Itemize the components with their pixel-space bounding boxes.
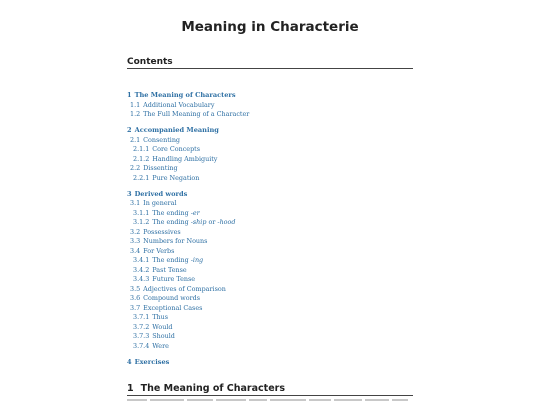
toc-link[interactable] — [127, 358, 169, 366]
toc-number: 3.7.4 — [133, 341, 150, 350]
toc-number: 4 — [127, 357, 132, 366]
toc-label: Possessives — [143, 227, 181, 236]
toc-number: 3.1.1 — [133, 208, 150, 217]
toc-link[interactable] — [130, 237, 207, 245]
toc-entry — [127, 136, 417, 146]
toc-entry — [127, 126, 417, 136]
toc-link[interactable] — [130, 199, 177, 207]
toc-entry — [127, 294, 417, 304]
toc-link[interactable] — [130, 294, 200, 302]
toc-entry — [127, 155, 417, 165]
toc-label-part: The ending — [152, 218, 191, 226]
toc-number: 3.7.2 — [133, 322, 150, 331]
toc-entry — [127, 209, 417, 219]
toc-link[interactable] — [133, 332, 175, 340]
toc-link[interactable] — [133, 313, 168, 321]
toc-entry — [127, 332, 417, 342]
toc-entry — [127, 266, 417, 276]
chapter-title: The Meaning of Characters — [140, 383, 285, 394]
toc-number: 3.2 — [130, 227, 141, 236]
toc-entry — [127, 342, 417, 352]
toc-number: 3.4 — [130, 246, 141, 255]
toc-label: The Full Meaning of a Character — [143, 110, 250, 118]
toc-label: In general — [143, 199, 177, 207]
toc-link[interactable] — [130, 247, 174, 255]
toc-number: 3 — [127, 189, 132, 198]
toc-label: Handling Ambiguity — [152, 154, 218, 163]
toc-label: Should — [152, 332, 175, 340]
toc-number: 3.7 — [130, 303, 141, 312]
toc-link[interactable] — [133, 155, 217, 163]
toc-label: Accompanied Meaning — [134, 126, 219, 134]
toc-label-part: The ending — [152, 208, 191, 217]
toc-label: Dissenting — [143, 164, 178, 172]
toc-number: 2.1.1 — [133, 145, 150, 153]
toc-link[interactable] — [130, 228, 181, 236]
toc-number: 2.2 — [130, 164, 141, 172]
toc-entry — [127, 285, 417, 295]
toc-label: Consenting — [143, 135, 181, 144]
toc-label: Would — [152, 322, 173, 331]
toc-link[interactable] — [133, 218, 235, 226]
toc-link[interactable] — [130, 285, 226, 293]
toc-entry — [127, 101, 417, 111]
toc-entry — [127, 323, 417, 333]
contents-heading: Contents — [127, 57, 413, 69]
toc-entry — [127, 304, 417, 314]
toc-label-part: -hood — [217, 218, 236, 226]
toc-entry — [127, 358, 417, 368]
toc-label-part: -ing — [190, 256, 204, 264]
toc-label-part: -er — [190, 208, 200, 217]
toc-label: For Verbs — [143, 246, 175, 255]
toc-label: Derived words — [134, 189, 188, 198]
chapter-number: 1 — [127, 383, 134, 394]
toc-link[interactable] — [133, 275, 195, 283]
toc-number: 3.6 — [130, 294, 141, 302]
toc-entry — [127, 218, 417, 228]
toc-link[interactable] — [133, 145, 200, 153]
toc-entry — [127, 190, 417, 200]
toc-label: Numbers for Nouns — [143, 237, 208, 245]
toc-number: 3.1 — [130, 199, 141, 207]
toc-link[interactable] — [133, 256, 203, 264]
toc-label: Exercises — [134, 357, 170, 366]
toc-number: 3.7.3 — [133, 332, 150, 340]
toc-link[interactable] — [133, 174, 199, 182]
toc-link[interactable] — [130, 164, 178, 172]
toc-number: 1.1 — [130, 100, 141, 109]
toc-link[interactable] — [133, 342, 169, 350]
toc-label: The Meaning of Characters — [134, 91, 236, 99]
toc-label-part: The ending — [152, 256, 191, 264]
toc-number: 2 — [127, 126, 132, 134]
toc-entry — [127, 275, 417, 285]
toc-entry — [127, 199, 417, 209]
toc-entry — [127, 313, 417, 323]
toc-link[interactable] — [133, 323, 173, 331]
chapter-heading — [127, 383, 413, 396]
toc-link[interactable] — [133, 209, 200, 217]
toc-label: Were — [152, 341, 169, 350]
toc-label: Past Tense — [152, 265, 187, 274]
page-title: Meaning in Characterie — [181, 19, 359, 35]
toc-entry — [127, 256, 417, 266]
toc-number: 2.1 — [130, 135, 141, 144]
toc-entry — [127, 228, 417, 238]
toc-link[interactable] — [133, 266, 187, 274]
toc-label: Compound words — [143, 294, 201, 302]
toc-link[interactable] — [130, 304, 202, 312]
toc-number: 2.1.2 — [133, 154, 150, 163]
toc-label: Core Concepts — [152, 145, 201, 153]
body-text-preview — [127, 399, 413, 407]
toc-number: 1 — [127, 91, 132, 99]
toc-number: 3.7.1 — [133, 313, 150, 321]
toc-label: Additional Vocabulary — [143, 100, 215, 109]
toc-label: Adjectives of Comparison — [143, 284, 226, 293]
toc-link[interactable] — [130, 110, 249, 118]
toc-label: Exceptional Cases — [143, 303, 203, 312]
toc-number: 3.5 — [130, 284, 141, 293]
toc-link[interactable] — [127, 190, 187, 198]
toc-number: 3.4.1 — [133, 256, 150, 264]
toc-link[interactable] — [127, 91, 236, 99]
toc-label: Pure Negation — [152, 173, 200, 182]
toc-label-part: or — [206, 218, 218, 226]
toc-entry — [127, 174, 417, 184]
toc-entry — [127, 91, 417, 101]
toc-number: 3.1.2 — [133, 218, 150, 226]
toc-number: 3.4.2 — [133, 265, 150, 274]
table-of-contents — [127, 91, 417, 367]
toc-number: 3.3 — [130, 237, 141, 245]
toc-entry — [127, 164, 417, 174]
toc-entry — [127, 237, 417, 247]
toc-label-part: -ship — [190, 218, 207, 226]
toc-number: 1.2 — [130, 110, 141, 118]
toc-number: 3.4.3 — [133, 275, 150, 283]
toc-entry — [127, 110, 417, 120]
toc-entry — [127, 247, 417, 257]
toc-label: Thus — [152, 313, 169, 321]
toc-link[interactable] — [127, 126, 219, 134]
toc-link[interactable] — [130, 136, 180, 144]
toc-entry — [127, 145, 417, 155]
toc-link[interactable] — [130, 101, 214, 109]
toc-number: 2.2.1 — [133, 173, 150, 182]
toc-label: Future Tense — [152, 275, 196, 283]
